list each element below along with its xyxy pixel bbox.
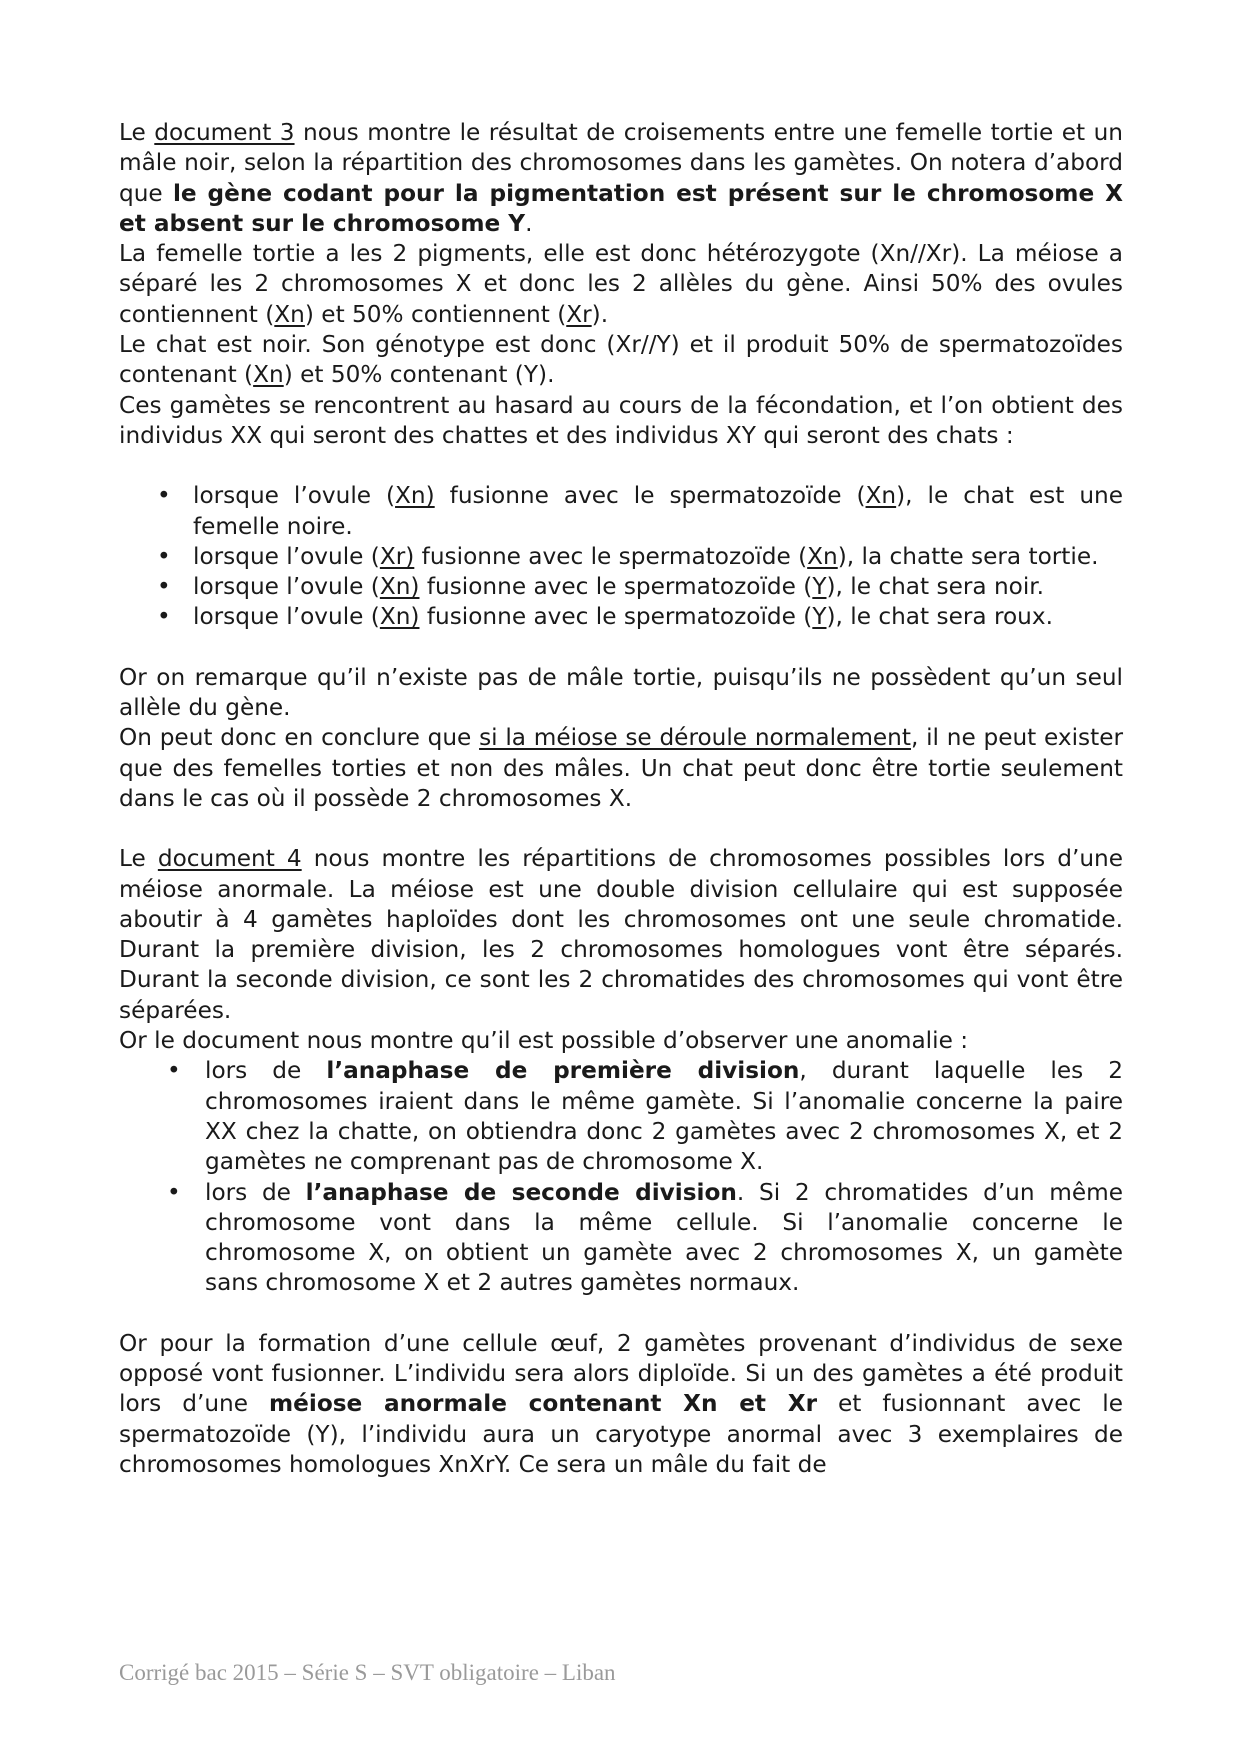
document-3-reference: document 3 [154,119,295,146]
paragraph-fecondation: Ces gamètes se rencontrent au hasard au cours de la fécondation, et l’on obtient des individus XX qui seront des chattes et des individus XY qui seront des chats : [119,391,1123,449]
page-footer: Corrigé bac 2015 – Série S – SVT obligatoire – Liban [119,1660,616,1685]
list-item: • lors de l’anaphase de première division, durant laquelle les 2 chromosomes iraient dans le même gamète. Si l’anomalie concerne la paire XX chez la chatte, on obtiendra donc 2 gamètes avec 2 chromosomes X, et 2 gamètes ne comprenant pas de chromosome X. [119,1056,1123,1177]
list-item: • lorsque l’ovule (Xn) fusionne avec le spermatozoïde (Xn), le chat est une femelle noire. [119,481,1123,542]
paragraph-anomaly: Or le document nous montre qu’il est possible d’observer une anomalie : [119,1027,969,1055]
paragraph-document-3: Le document 3 nous montre le résultat de croisements entre une femelle tortie et un mâle noir, selon la répartition des chromosomes dans les gamètes. On notera d’abord que le gène codant pour la pigmentation est présent sur le chromosome X et absent sur le chromosome Y. [119,119,1123,237]
paragraph-no-male-tortie: Or on remarque qu’il n’existe pas de mâle tortie, puisqu’ils ne possèdent qu’un seul allèle du gène. [119,663,1123,722]
paragraph-female-genotype: La femelle tortie a les 2 pigments, elle est donc hétérozygote (Xn//Xr). La méiose a séparé les 2 chromosomes X et donc les 2 allèles du gène. Ainsi 50% des ovules contiennent (Xn) et 50% contiennent (Xr). [119,240,1123,328]
list-item: • lorsque l’ovule (Xn) fusionne avec le spermatozoïde (Y), le chat sera noir. [119,572,1123,602]
key-statement: le gène codant pour la pigmentation est présent sur le chromosome X et absent sur le chromosome Y [119,179,1123,237]
paragraph-document-4: Le document 4 nous montre les répartitions de chromosomes possibles lors d’une méiose anormale. La méiose est une double division cellulaire qui est supposée aboutir à 4 gamètes haploïdes dont les chromosomes ont une seule chromatide. Durant la première division, les 2 chromosomes homologues vont être séparés. Durant la seconde division, ce sont les 2 chromatides des chromosomes qui vont être séparées. [119,845,1123,1024]
paragraph-conclusion: On peut donc en conclure que si la méiose se déroule normalement, il ne peut exister que des femelles torties et non des mâles. Un chat peut donc être tortie seulement dans le cas où il possède 2 chromosomes X. [119,724,1123,812]
document-4-reference: document 4 [157,845,302,873]
paragraph-male-genotype: Le chat est noir. Son génotype est donc (Xr//Y) et il produit 50% de spermatozoïdes contenant (Xn) et 50% contenant (Y). [119,331,1123,389]
fecondation-list [119,481,1123,632]
anomaly-list [119,1056,1123,1298]
paragraph-cellule-oeuf: Or pour la formation d’une cellule œuf, 2 gamètes provenant d’individus de sexe opposé vont fusionner. L’individu sera alors diploïde. Si un des gamètes a été produit lors d’une méiose anormale contenant Xn et Xr et fusionnant avec le spermatozoïde (Y), l’individu aura un caryotype anormal avec 3 exemplaires de chromosomes homologues XnXrY. Ce sera un mâle du fait de [119,1329,1123,1478]
document-body [119,118,1123,1480]
list-item: • lors de l’anaphase de seconde division. Si 2 chromatides d’un même chromosome vont dans la même cellule. Si l’anomalie concerne le chromosome X, on obtient un gamète avec 2 chromosomes X, un gamète sans chromosome X et 2 autres gamètes normaux. [119,1178,1123,1299]
list-item: • lorsque l’ovule (Xr) fusionne avec le spermatozoïde (Xn), la chatte sera tortie. [119,542,1123,572]
list-item: • lorsque l’ovule (Xn) fusionne avec le spermatozoïde (Y), le chat sera roux. [119,602,1123,632]
